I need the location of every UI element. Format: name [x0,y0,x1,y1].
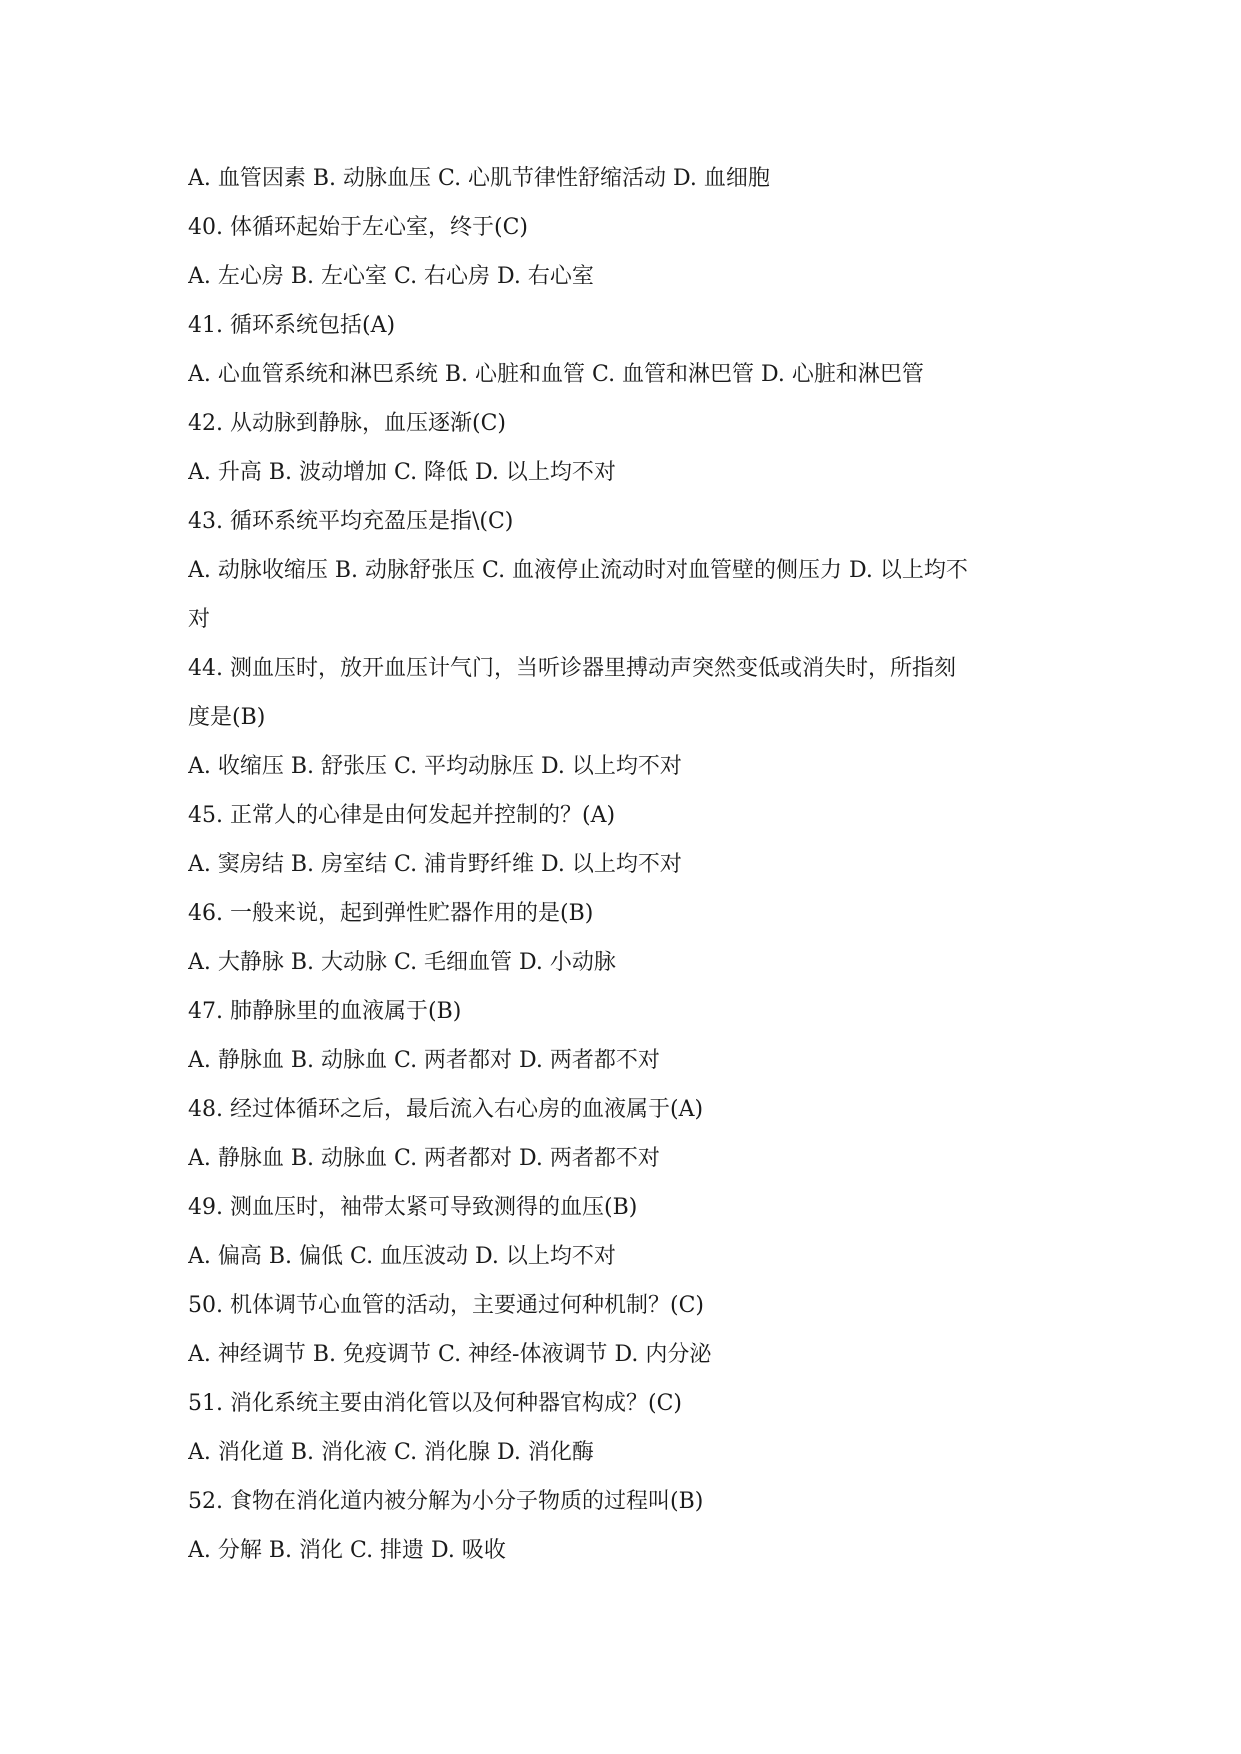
text-line: A. 静脉血 B. 动脉血 C. 两者都对 D. 两者都不对 [188,1048,660,1073]
text-line: 51. 消化系统主要由消化管以及何种器官构成？(C) [188,1391,682,1416]
text-line: A. 血管因素 B. 动脉血压 C. 心肌节律性舒缩活动 D. 血细胞 [188,166,770,191]
text-line: 46. 一般来说，起到弹性贮器作用的是(B) [188,901,594,926]
text-line: 度是(B) [188,705,266,730]
text-line: 50. 机体调节心血管的活动，主要通过何种机制？(C) [188,1293,704,1318]
text-line: A. 偏高 B. 偏低 C. 血压波动 D. 以上均不对 [188,1244,616,1269]
text-line: 48. 经过体循环之后，最后流入右心房的血液属于(A) [188,1097,704,1122]
text-line: A. 升高 B. 波动增加 C. 降低 D. 以上均不对 [188,460,616,485]
text-line: A. 左心房 B. 左心室 C. 右心房 D. 右心室 [188,264,594,289]
text-line: 49. 测血压时，袖带太紧可导致测得的血压(B) [188,1195,638,1220]
text-line: A. 静脉血 B. 动脉血 C. 两者都对 D. 两者都不对 [188,1146,660,1171]
text-line: 43. 循环系统平均充盈压是指\(C) [188,509,514,534]
text-line: A. 神经调节 B. 免疫调节 C. 神经-体液调节 D. 内分泌 [188,1342,712,1367]
text-line: 52. 食物在消化道内被分解为小分子物质的过程叫(B) [188,1489,704,1514]
text-line: 对 [188,607,211,632]
text-line: 41. 循环系统包括(A) [188,313,396,338]
text-line: A. 大静脉 B. 大动脉 C. 毛细血管 D. 小动脉 [188,950,616,975]
text-line: A. 收缩压 B. 舒张压 C. 平均动脉压 D. 以上均不对 [188,754,682,779]
text-line: A. 窦房结 B. 房室结 C. 浦肯野纤维 D. 以上均不对 [188,852,682,877]
text-line: A. 消化道 B. 消化液 C. 消化腺 D. 消化酶 [188,1440,594,1465]
text-line: 47. 肺静脉里的血液属于(B) [188,999,462,1024]
text-line: 42. 从动脉到静脉，血压逐渐(C) [188,411,506,436]
text-line: 44. 测血压时，放开血压计气门，当听诊器里搏动声突然变低或消失时，所指刻 [188,656,956,681]
text-line: A. 心血管系统和淋巴系统 B. 心脏和血管 C. 血管和淋巴管 D. 心脏和淋巴管 [188,362,924,387]
document-body [188,154,1058,1575]
text-line: 40. 体循环起始于左心室，终于(C) [188,215,528,240]
text-line: A. 分解 B. 消化 C. 排遗 D. 吸收 [188,1538,506,1563]
text-line: A. 动脉收缩压 B. 动脉舒张压 C. 血液停止流动时对血管壁的侧压力 D. 以上均不 [188,558,968,583]
text-line: 45. 正常人的心律是由何发起并控制的？(A) [188,803,616,828]
